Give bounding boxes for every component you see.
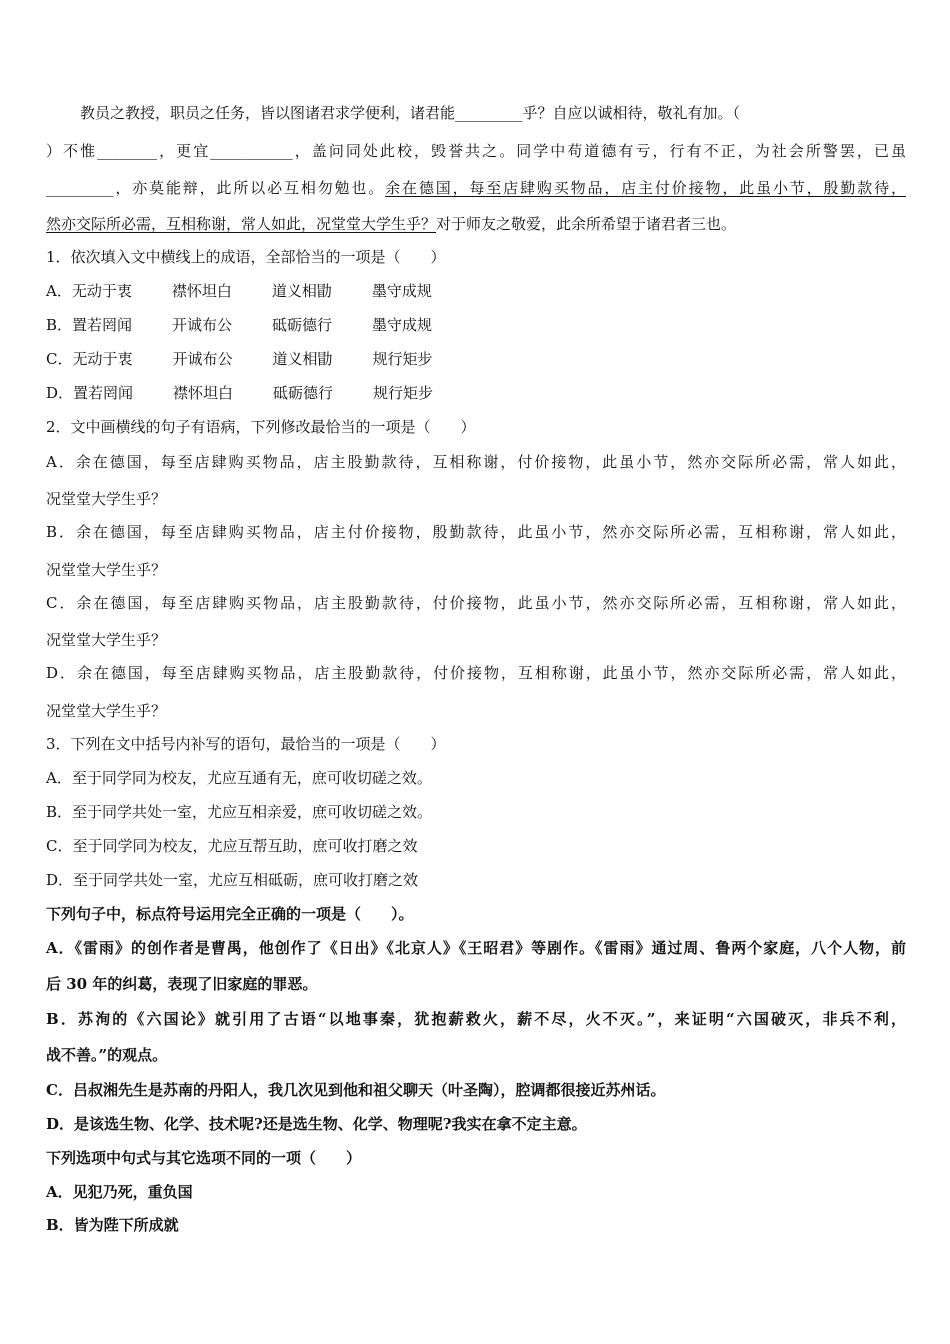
idiom: 襟怀坦白 (171, 282, 232, 300)
q2-option-a: A．余在德国，每至店肆购买物品，店主股勤款待，互相称谢，付价接物，此虽小节，然亦交际所必需，常人如此， (46, 453, 906, 471)
q2-option-b: B．余在德国，每至店肆购买物品，店主付价接物，殷勤款待，此虽小节，然亦交际所必需，互相称谢，常人如此， (46, 523, 906, 541)
q4-stem: 下列句子中，标点符号运用完全正确的一项是（ ）。 (46, 905, 414, 923)
q4-option-a-cont: 后 30 年的纠葛，表现了旧家庭的罪恶。 (46, 975, 318, 993)
q1-option-c (46, 350, 433, 368)
idiom: 开诚布公 (172, 316, 233, 334)
q2-stem: 2．文中画横线的句子有语病，下列修改最恰当的一项是（ ） (46, 418, 476, 436)
q1-option-b (46, 316, 432, 334)
passage-line-1: 教员之教授，职员之任务，皆以图诸君求学便利，诸君能_________乎？自应以诚相待，敬礼有加。（ (80, 104, 741, 122)
option-label: A． (46, 282, 72, 300)
passage-line-3 (46, 179, 906, 197)
q3-option-d: D．至于同学共处一室，尤应互相砥砺，庶可收打磨之效 (46, 871, 419, 889)
q3-stem: 3．下列在文中括号内补写的语句，最恰当的一项是（ ） (46, 735, 446, 753)
q2-option-c-cont: 况堂堂大学生乎？ (46, 631, 167, 649)
idiom: 置若罔闻 (73, 384, 134, 402)
idiom: 砥砺德行 (273, 384, 334, 402)
q2-option-d-cont: 况堂堂大学生乎？ (46, 702, 167, 720)
q3-option-a: A．至于同学同为校友，尤应互通有无，庶可收切磋之效。 (46, 769, 432, 787)
underlined-sentence-part-1: 余在德国，每至店肆购买物品，店主付价接物，此虽小节，殷勤款待， (385, 179, 906, 197)
idiom: 道义相勖 (271, 282, 332, 300)
q4-option-b: B．苏洵的《六国论》就引用了古语“以地事秦，犹抱薪救火，薪不尽，火不灭。”，来证明“六国破灭，非兵不利， (46, 1010, 906, 1028)
option-label: B． (46, 316, 73, 334)
q5-stem: 下列选项中句式与其它选项不同的一项（ ） (46, 1149, 362, 1167)
idiom: 无动于衷 (72, 350, 133, 368)
q3-option-c: C．至于同学同为校友，尤应互帮互助，庶可收打磨之效 (46, 837, 418, 855)
passage-line-4-text: 对于师友之敬爱，此余所希望于诸君者三也。 (436, 215, 737, 233)
q4-option-a: A．《雷雨》的创作者是曹禺，他创作了《日出》《北京人》《王昭君》等剧作。《雷雨》通过周、鲁两个家庭，八个人物，前 (46, 939, 906, 957)
q2-option-c: C．余在德国，每至店肆购买物品，店主股勤款待，付价接物，此虽小节，然亦交际所必需，互相称谢，常人如此， (46, 594, 906, 612)
idiom: 砥砺德行 (272, 316, 333, 334)
q1-stem: 1．依次填入文中横线上的成语，全部恰当的一项是（ ） (46, 248, 446, 266)
idiom: 无动于衷 (71, 282, 132, 300)
q4-option-b-cont: 战不善。”的观点。 (46, 1046, 168, 1064)
underlined-sentence-part-2: 然亦交际所必需，互相称谢，常人如此，况堂堂大学生乎？ (46, 215, 437, 233)
q5-option-a: A．见犯乃死，重负国 (46, 1183, 193, 1201)
q4-option-c: C．吕叔湘先生是苏南的丹阳人，我几次见到他和祖父聊天（叶圣陶），腔调都很接近苏州话。 (46, 1081, 666, 1099)
q2-option-a-cont: 况堂堂大学生乎？ (46, 490, 167, 508)
idiom: 规行矩步 (373, 384, 434, 402)
idiom: 墨守成规 (372, 316, 433, 334)
idiom: 襟怀坦白 (173, 384, 234, 402)
q5-option-b: B．皆为陛下所成就 (46, 1216, 179, 1234)
q2-option-b-cont: 况堂堂大学生乎？ (46, 561, 167, 579)
q1-option-a (46, 282, 432, 300)
idiom: 道义相勖 (272, 350, 333, 368)
passage-line-2: ）不惟________，更宜___________，盖问同处此校，毁誉共之。同学中苟道德有亏，行有不正，为社会所警罢，已虽 (46, 142, 906, 160)
q4-option-d: D．是该选生物、化学、技术呢?还是选生物、化学、物理呢?我实在拿不定主意。 (46, 1115, 587, 1133)
option-label: C． (46, 350, 73, 368)
q1-option-d (46, 384, 433, 402)
idiom: 规行矩步 (372, 350, 433, 368)
idiom: 墨守成规 (371, 282, 432, 300)
idiom: 置若罔闻 (72, 316, 133, 334)
option-label: D． (46, 384, 74, 402)
passage-line-4 (46, 215, 736, 233)
q3-option-b: B．至于同学共处一室，尤应互相亲爱，庶可收切磋之效。 (46, 803, 433, 821)
idiom: 开诚布公 (172, 350, 233, 368)
q2-option-d: D．余在德国，每至店肆购买物品，店主股勤款待，付价接物，互相称谢，此虽小节，然亦交际所必需，常人如此， (46, 664, 906, 682)
passage-line-3-text: _________，亦莫能辩，此所以必互相勿勉也。 (46, 179, 386, 197)
